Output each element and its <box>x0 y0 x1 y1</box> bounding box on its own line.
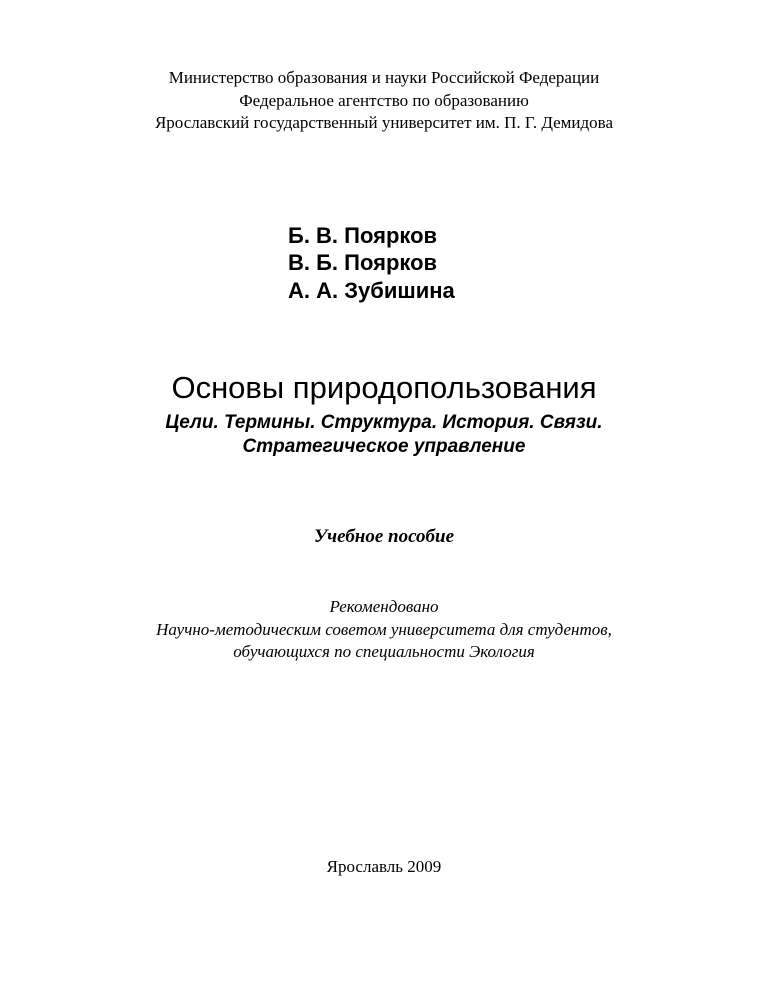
ministry-line: Министерство образования и науки Российской Федерации <box>168 68 600 87</box>
author-1: Б. В. Поярков <box>288 223 438 248</box>
author-3: А. А. Зубишина <box>288 278 455 303</box>
subtitle-line-1: Цели. Термины. Структура. История. Связи. <box>165 412 603 433</box>
subtitle-line-2: Стратегическое управление <box>242 436 526 457</box>
book-title: Основы природопользования <box>171 370 597 405</box>
document-type: Учебное пособие <box>313 526 455 547</box>
agency-line: Федеральное агентство по образованию <box>239 91 529 110</box>
author-2: В. Б. Поярков <box>288 250 438 275</box>
recommendation-line-3: обучающихся по специальности Экология <box>233 642 535 661</box>
city-year: Ярославль 2009 <box>326 857 442 876</box>
university-line: Ярославский государственный университет им. П. Г. Демидова <box>154 113 614 132</box>
recommendation-line-2: Научно-методическим советом университета для студентов, <box>156 620 612 639</box>
recommendation-line-1: Рекомендовано <box>329 597 439 616</box>
